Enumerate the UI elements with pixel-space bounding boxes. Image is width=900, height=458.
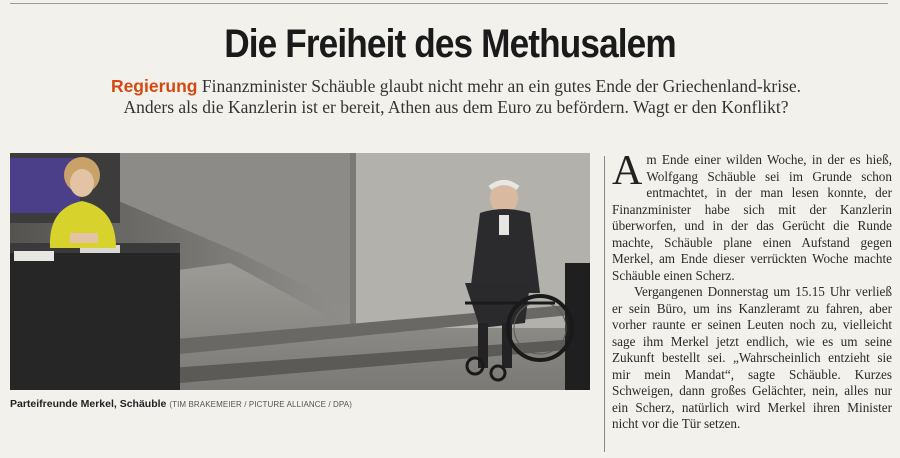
caption-credit: (TIM BRAKEMEIER / PICTURE ALLIANCE / DPA) — [169, 400, 352, 409]
article-paragraph-1 — [612, 148, 892, 284]
page-headline: Die Freiheit des Methusalem — [224, 22, 676, 66]
article-paragraph-2: Vergangenen Donnerstag um 15.15 Uhr verließ er sein Büro, um ins Kanzleramt zu fahren, aber vorher raunte er seinen Leuten noch zu, vielleicht sage ihm Merkel jetzt endlich, wie es um seine Zukunft bestellt sei. „Wahrscheinlich entzieht sie mir mein Mandat“, sagte Schäuble. Kurzes Schweigen, dann großes Gelächter, nein, alles nur ein Scherz, natürlich wird Merkel ihren Minister nicht vor die Tür setzen. — [612, 284, 892, 431]
drop-cap: A — [612, 148, 643, 194]
paragraph-1-text: m Ende einer wilden Woche, in der es hieß, Wolfgang Schäuble sei im Grunde schon entmachtet, in der man lesen konnte, der Finanzminister habe sich mit der Kanzlerin überworfen, und in der das Gerücht die Runde machte, Schäuble plane einen Aufstand gegen Merkel, am Ende dieser verrückten Woche machte Schäuble einen Scherz. — [612, 152, 892, 283]
article-photo — [10, 153, 590, 390]
photo-caption — [10, 398, 590, 410]
article-dek — [96, 76, 816, 118]
caption-main: Parteifreunde Merkel, Schäuble — [10, 398, 167, 410]
photo-illustration — [10, 153, 590, 390]
column-divider — [604, 156, 605, 452]
top-divider — [10, 3, 888, 4]
dek-kicker[interactable]: Regierung — [110, 76, 198, 96]
article-body — [612, 148, 892, 433]
dek-text: Finanzminister Schäuble glaubt nicht mehr an ein gutes Ende der Griechenland-krise. Anders als die Kanzlerin ist er bereit, Athen aus dem Euro zu befördern. Wagt er den Konflikt? — [123, 76, 802, 117]
